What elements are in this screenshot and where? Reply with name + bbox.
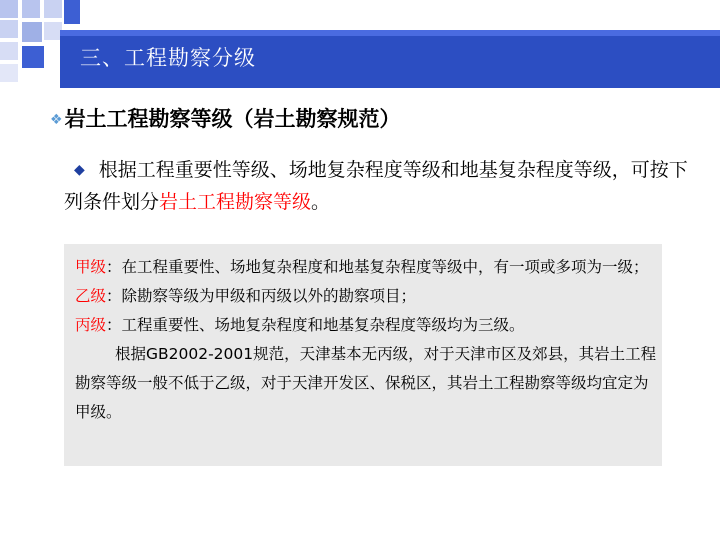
decor-square [22, 22, 42, 42]
diamond-icon: ◆ [74, 162, 85, 178]
decor-square [0, 42, 18, 60]
decor-square [22, 0, 40, 18]
grade-item [75, 282, 659, 311]
grade-label: 甲级 [75, 258, 107, 276]
intro-text: 根据工程重要性等级、场地复杂程度等级和地基复杂程度等级，可按下列条件划分 [64, 159, 688, 213]
decor-square [0, 64, 18, 82]
intro-highlight: 岩土工程勘察等级 [159, 191, 312, 213]
decor-square [0, 0, 18, 18]
grade-text: ：除勘察等级为甲级和丙级以外的勘察项目； [106, 287, 417, 305]
grade-item [75, 311, 659, 340]
section-heading [50, 103, 401, 133]
decor-square [64, 0, 80, 24]
four-diamond-icon: ❖ [50, 112, 63, 128]
tianjin-note: 根据GB2002-2001规范，天津基本无丙级，对于天津市区及郊县，其岩土工程勘察等级一般不低于乙级，对于天津开发区、保税区，其岩土工程勘察等级均宜定为甲级。 [75, 345, 657, 421]
grade-list [75, 253, 659, 427]
intro-paragraph [64, 155, 694, 217]
decor-square [0, 20, 18, 38]
grade-label: 乙级 [75, 287, 107, 305]
section-heading-text: 岩土工程勘察等级（岩土勘察规范） [64, 107, 401, 131]
grade-text: ：在工程重要性、场地复杂程度和地基复杂程度等级中，有一项或多项为一级； [106, 258, 649, 276]
grade-label: 丙级 [75, 316, 107, 334]
decor-square [44, 0, 62, 18]
intro-end: 。 [311, 191, 331, 213]
decor-square [22, 46, 44, 68]
slide-title: 三、工程勘察分级 [80, 46, 256, 70]
grade-item [75, 253, 659, 282]
grade-text: ：工程重要性、场地复杂程度和地基复杂程度等级均为三级。 [106, 316, 525, 334]
title-bar-highlight [60, 30, 720, 36]
